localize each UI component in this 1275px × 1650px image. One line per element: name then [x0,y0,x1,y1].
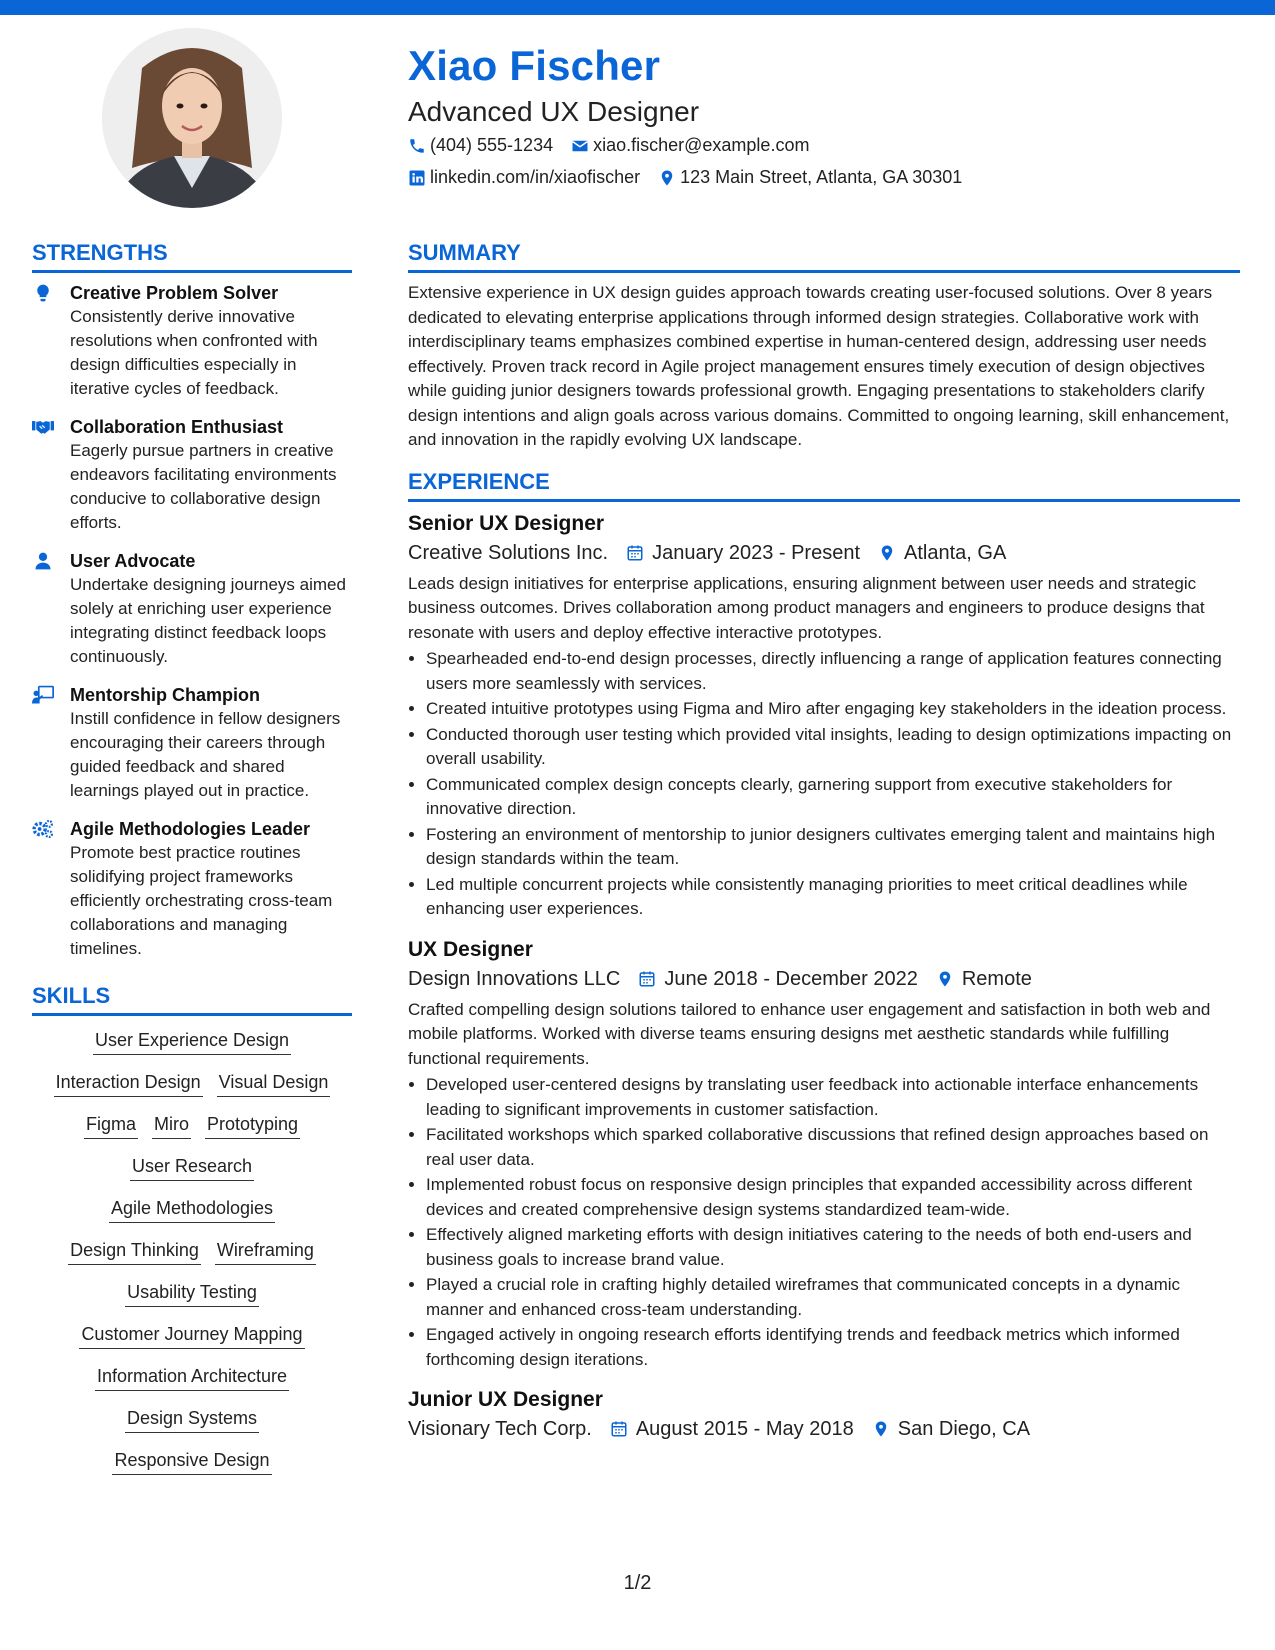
job-title: Junior UX Designer [408,1388,603,1411]
strength-title: Collaboration Enthusiast [70,417,284,437]
contact-row-2 [408,167,962,188]
job-company: Design Innovations LLC [408,967,621,990]
right-column [408,240,1240,1458]
top-accent-bar [0,0,1275,15]
skill-tag: Prototyping [205,1112,300,1139]
skill-tag: User Research [130,1154,254,1181]
linkedin-link[interactable]: linkedin.com/in/xiaofischer [430,167,641,187]
job-meta [408,964,1240,994]
strength-item [32,683,352,803]
job-company: Creative Solutions Inc. [408,541,609,564]
job-title: UX Designer [408,937,533,961]
left-column [32,240,352,1490]
strength-title: User Advocate [70,551,196,571]
skill-tag: Usability Testing [125,1280,259,1307]
bullet-item: • Fostering an environment of mentorship to junior designers cultivates emerging talent and maintains high design standards within the team. [426,823,1240,872]
job-location: Atlanta, GA [904,541,1007,564]
job-bullets [408,1073,1240,1372]
job-company: Visionary Tech Corp. [408,1418,592,1440]
job-entry [408,510,1240,922]
summary-heading: SUMMARY [408,240,1240,273]
job-meta [408,1414,1240,1444]
skill-tag: Design Systems [125,1406,259,1433]
handshake-icon [32,417,54,437]
chalkboard-teacher-icon [32,685,54,705]
bullet-item: • Conducted thorough user testing which provided vital insights, leading to design optimizations impacting on overall usability. [426,723,1240,772]
map-pin-icon [936,969,954,989]
skill-tag: Customer Journey Mapping [79,1322,304,1349]
bullet-item: • Engaged actively in ongoing research efforts identifying trends and feedback metrics which informed forthcoming design iterations. [426,1323,1240,1372]
contact-phone [408,135,553,156]
skill-tag: Information Architecture [95,1364,289,1391]
bullet-item: • Developed user-centered designs by translating user feedback into actionable interface enhancements leading to significant improvements in customer satisfaction. [426,1073,1240,1122]
skill-tag: Figma [84,1112,138,1139]
strength-item [32,281,352,401]
calendar-icon [610,1419,628,1439]
strength-title: Mentorship Champion [70,685,260,705]
skill-tag: Miro [152,1112,191,1139]
bullet-item: • Communicated complex design concepts clearly, garnering support from executive stakeholders for innovative direction. [426,773,1240,822]
email-link[interactable]: xiao.fischer@example.com [593,135,810,155]
strength-desc: Eagerly pursue partners in creative endeavors facilitating environments conducive to collaborative design efforts. [70,441,337,532]
bullet-item: • Facilitated workshops which sparked collaborative discussions that refined design approaches based on real user data. [426,1123,1240,1172]
skill-tag: Responsive Design [112,1448,271,1475]
job-title: Senior UX Designer [408,511,605,535]
calendar-icon [638,969,656,989]
job-entry [408,1386,1240,1444]
candidate-role: Advanced UX Designer [408,96,700,127]
skill-tag: Agile Methodologies [109,1196,275,1223]
job-location: Remote [961,967,1032,990]
job-entry [408,936,1240,1373]
strength-title: Creative Problem Solver [70,283,279,303]
strength-item [32,549,352,669]
skill-tag: User Experience Design [93,1028,291,1055]
job-description: Crafted compelling design solutions tailored to enhance user engagement and satisfaction in both web and mobile platforms. Worked with diverse teams ensuring designs met aesthetic standards while fulfilling functional requirements. [408,999,1211,1068]
strength-title: Agile Methodologies Leader [70,819,311,839]
bullet-item: • Created intuitive prototypes using Figma and Miro after engaging key stakeholders in the ideation process. [426,697,1240,722]
skills-heading: SKILLS [32,983,352,1016]
phone-icon [408,137,426,155]
linkedin-icon [408,169,426,187]
strength-desc: Instill confidence in fellow designers encouraging their careers through guided feedback and shared learnings played out in practice. [70,709,341,800]
strength-desc: Consistently derive innovative resolutions when confronted with design difficulties especially in iterative cycles of feedback. [70,307,318,398]
experience-heading: EXPERIENCE [408,469,1240,502]
skill-tag: Wireframing [215,1238,316,1265]
job-dates: June 2018 - December 2022 [664,967,918,990]
job-description: Leads design initiatives for enterprise applications, ensuring alignment between user needs and strategic business outcomes. Drives collaboration among product managers and engineers to produce designs that resonate with users and deploy effective interactive prototypes. [408,573,1205,642]
bullet-item: • Led multiple concurrent projects while consistently managing priorities to meet critical deadlines while enhancing user experiences. [426,873,1240,922]
lightbulb-icon [32,283,54,303]
contact-linkedin [408,167,640,188]
gears-icon [32,819,54,839]
contact-row-1 [408,135,809,156]
summary-text: Extensive experience in UX design guides approach towards creating user-focused solutions. Over 8 years dedicated to elevating enterprise applications through informed design strategies. Collaborative work with interdisciplinary teams emphasizes combined expertise in human-centered design, addressing user needs effectively. Proven track record in Agile project management ensures timely execution of design objectives while guiding junior designers towards professional growth. Engaging presentations to stakeholders clarify design intentions and align goals across various domains. Committed to ongoing learning, skill enhancement, and innovation in the rapidly evolving UX landscape. [408,283,1230,449]
bullet-item: • Spearheaded end-to-end design processes, directly influencing a range of application features connecting users more seamlessly with services. [426,647,1240,696]
profile-photo [102,28,282,208]
skill-tag: Design Thinking [68,1238,201,1265]
envelope-icon [571,137,589,155]
strength-desc: Undertake designing journeys aimed solely at enriching user experience integrating distinct feedback loops continuously. [70,575,346,666]
skills-list [32,1024,352,1475]
job-meta [408,538,1240,568]
address-text: 123 Main Street, Atlanta, GA 30301 [680,167,963,187]
job-location: San Diego, CA [897,1418,1031,1440]
bullet-item: • Implemented robust focus on responsive design principles that expanded accessibility across different devices and created comprehensive design systems standardized team-wide. [426,1173,1240,1222]
map-pin-icon [878,543,896,563]
contact-address [658,167,962,188]
job-bullets [408,647,1240,922]
bullet-item: • Played a crucial role in crafting highly detailed wireframes that communicated concepts in a dynamic manner and enhanced cross-team understanding. [426,1273,1240,1322]
bullet-item: • Effectively aligned marketing efforts with design initiatives catering to the needs of both end-users and business goals to increase brand value. [426,1223,1240,1272]
job-dates: January 2023 - Present [652,541,861,564]
skill-tag: Visual Design [217,1070,331,1097]
map-pin-icon [658,169,676,187]
candidate-name: Xiao Fischer [408,42,661,89]
skill-tag: Interaction Design [54,1070,203,1097]
phone-text[interactable]: (404) 555-1234 [430,135,554,155]
job-dates: August 2015 - May 2018 [635,1418,854,1440]
map-pin-icon [872,1419,890,1439]
contact-email [571,135,809,156]
page-indicator: 1/2 [623,1572,652,1594]
user-icon [32,551,54,571]
strength-desc: Promote best practice routines solidifying project frameworks efficiently orchestrating cross-team collaborations and managing timelines. [70,843,333,958]
strength-item [32,415,352,535]
strengths-heading: STRENGTHS [32,240,352,273]
calendar-icon [626,543,644,563]
strength-item [32,817,352,961]
